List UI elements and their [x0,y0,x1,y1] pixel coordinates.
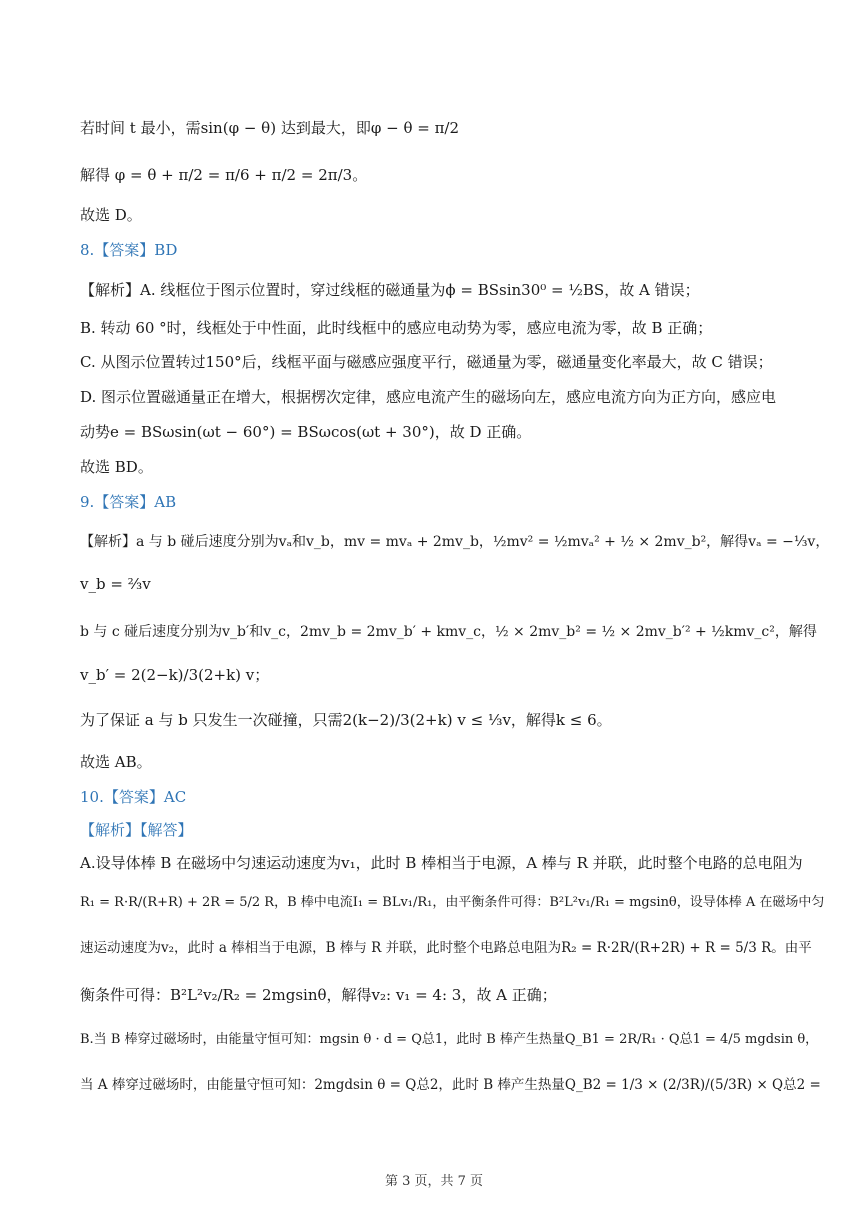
text-line: 【解析】A. 线框位于图示位置时，穿过线框的磁通量为ϕ = BSsin30⁰ = ½BS，故 A 错误； [80,281,700,299]
text-line: 动势e = BSωsin(ωt − 60°) = BSωcos(ωt + 30°)，故 D 正确。 [80,423,532,441]
text-line: 故选 AB。 [80,753,152,771]
text-line: A.设导体棒 B 在磁场中匀速运动速度为v₁，此时 B 棒相当于电源，A 棒与 R 并联，此时整个电路的总电阻为 [80,854,803,872]
analysis-heading: 【解析】【解答】 [80,821,193,839]
text-line: 速运动速度为v₂，此时 a 棒相当于电源，B 棒与 R 并联，此时整个电路总电阻为R₂ = R·2R/(R+2R) + R = 5/3 R。由平 [80,940,812,956]
page-footer: 第 3 页，共 7 页 [384,1174,484,1189]
text-line: v_b = ⅔v [80,575,151,593]
text-line: v_b′ = 2(2−k)/3(2+k) v； [80,666,270,684]
answer-heading: 10.【答案】AC [80,788,187,806]
text-line: 当 A 棒穿过磁场时，由能量守恒可知：2mgdsin θ = Q总2，此时 B 棒产生热量Q_B2 = 1/3 × (2/3R)/(5/3R) × Q总2 = [80,1077,821,1093]
text-line: 衡条件可得：B²L²v₂/R₂ = 2mgsinθ，解得v₂: v₁ = 4: 3，故 A 正确； [80,986,557,1004]
text-line: 【解析】a 与 b 碰后速度分别为vₐ和v_b，mv = mvₐ + 2mv_b，½mv² = ½mvₐ² + ½ × 2mv_b²，解得vₐ = −⅓v， [80,534,830,550]
text-line: 故选 D。 [80,206,142,224]
text-line: 若时间 t 最小，需sin(φ − θ) 达到最大，即φ − θ = π/2 [80,119,460,137]
text-line: b 与 c 碰后速度分别为v_b′和v_c，2mv_b = 2mv_b′ + kmv_c，½ × 2mv_b² = ½ × 2mv_b′² + ½kmv_c²，解得 [80,624,817,640]
text-line: 为了保证 a 与 b 只发生一次碰撞，只需2(k−2)/3(2+k) v ≤ ⅓v，解得k ≤ 6。 [80,711,612,729]
answer-heading: 9.【答案】AB [80,493,177,511]
text-line: C. 从图示位置转过150°后，线框平面与磁感应强度平行，磁通量为零，磁通量变化率最大，故 C 错误； [80,353,773,371]
text-line: 故选 BD。 [80,458,153,476]
text-line: B.当 B 棒穿过磁场时，由能量守恒可知：mgsin θ · d = Q总1，此时 B 棒产生热量Q_B1 = 2R/R₁ · Q总1 = 4/5 mgdsin θ， [80,1032,819,1047]
text-line: R₁ = R·R/(R+R) + 2R = 5/2 R，B 棒中电流I₁ = BLv₁/R₁，由平衡条件可得：B²L²v₁/R₁ = mgsinθ，设导体棒 A 在磁场中匀 [80,895,825,910]
text-line: 解得 φ = θ + π/2 = π/6 + π/2 = 2π/3。 [80,166,368,184]
answer-heading: 8.【答案】BD [80,241,178,259]
text-line: B. 转动 60 °时，线框处于中性面，此时线框中的感应电动势为零，感应电流为零，故 B 正确； [80,319,713,337]
text-line: D. 图示位置磁通量正在增大，根据楞次定律，感应电流产生的磁场向左，感应电流方向为正方向，感应电 [80,388,777,406]
